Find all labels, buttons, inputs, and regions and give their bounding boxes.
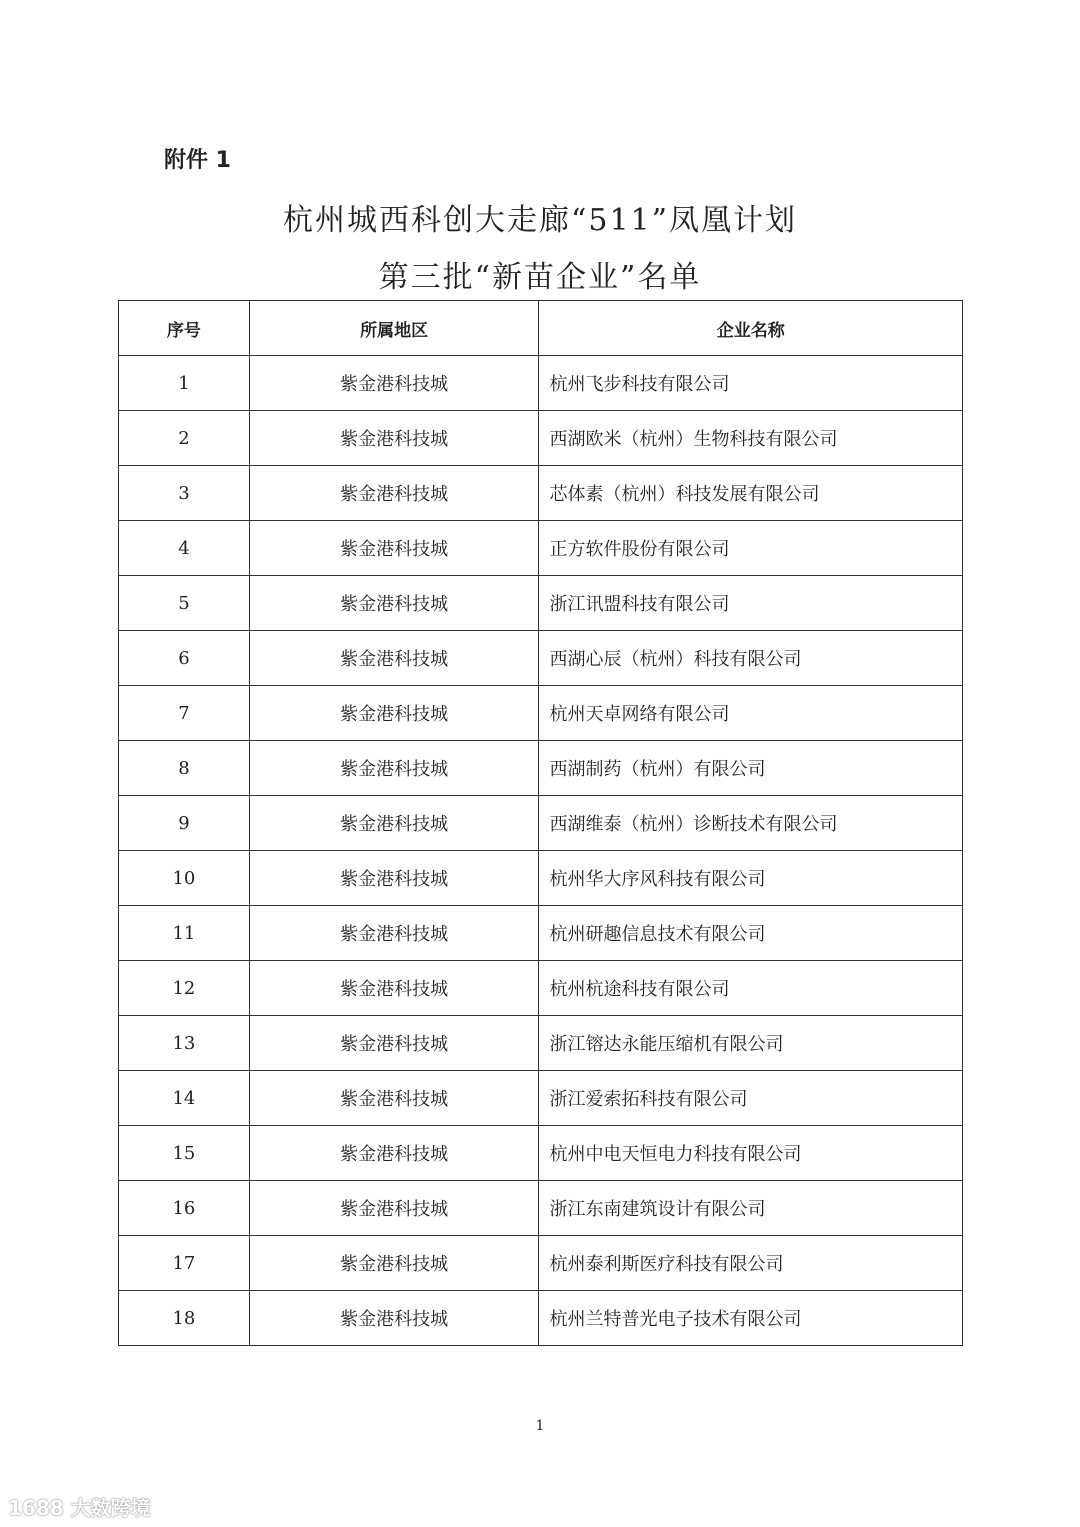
row-number: 15 [119,1126,250,1181]
table-row [119,686,963,741]
row-number: 14 [119,1071,250,1126]
table-row [119,741,963,796]
table-row [119,851,963,906]
document-title-line1: 杭州城西科创大走廊“511”凤凰计划 [283,203,797,238]
table-row [119,411,963,466]
row-company-name: 杭州中电天恒电力科技有限公司 [539,1126,963,1181]
row-area: 紫金港科技城 [249,466,539,521]
row-area: 紫金港科技城 [249,1126,539,1181]
table-row [119,906,963,961]
row-number: 17 [119,1236,250,1291]
row-company-name: 杭州兰特普光电子技术有限公司 [539,1291,963,1346]
row-company-name: 西湖心辰（杭州）科技有限公司 [539,631,963,686]
table-row [119,576,963,631]
row-area: 紫金港科技城 [249,1291,539,1346]
row-company-name: 西湖制药（杭州）有限公司 [539,741,963,796]
row-company-name: 杭州华大序风科技有限公司 [539,851,963,906]
table-row [119,1236,963,1291]
row-area: 紫金港科技城 [249,686,539,741]
row-company-name: 西湖欧米（杭州）生物科技有限公司 [539,411,963,466]
row-number: 12 [119,961,250,1016]
table-row [119,1181,963,1236]
table-row [119,466,963,521]
row-area: 紫金港科技城 [249,356,539,411]
row-number: 8 [119,741,250,796]
table-row [119,1016,963,1071]
document-title-line2: 第三批“新苗企业”名单 [378,260,702,295]
row-area: 紫金港科技城 [249,851,539,906]
table-row [119,1291,963,1346]
company-list-table [118,300,963,1346]
row-area: 紫金港科技城 [249,1016,539,1071]
row-number: 7 [119,686,250,741]
row-area: 紫金港科技城 [249,631,539,686]
row-number: 4 [119,521,250,576]
row-company-name: 杭州研趣信息技术有限公司 [539,906,963,961]
row-area: 紫金港科技城 [249,1236,539,1291]
header-number: 序号 [119,301,250,356]
row-area: 紫金港科技城 [249,411,539,466]
row-number: 13 [119,1016,250,1071]
table-row [119,796,963,851]
header-company-name: 企业名称 [539,301,963,356]
table-row [119,521,963,576]
row-number: 18 [119,1291,250,1346]
row-number: 3 [119,466,250,521]
row-company-name: 杭州飞步科技有限公司 [539,356,963,411]
row-company-name: 正方软件股份有限公司 [539,521,963,576]
table-row [119,1071,963,1126]
row-number: 16 [119,1181,250,1236]
row-area: 紫金港科技城 [249,1181,539,1236]
row-number: 9 [119,796,250,851]
table-row [119,631,963,686]
attachment-label: 附件 1 [164,148,231,173]
watermark-logo: 1688 大数跨境 [8,1496,151,1520]
row-number: 10 [119,851,250,906]
row-area: 紫金港科技城 [249,906,539,961]
row-company-name: 浙江讯盟科技有限公司 [539,576,963,631]
table-row [119,1126,963,1181]
row-area: 紫金港科技城 [249,961,539,1016]
table-row [119,961,963,1016]
row-company-name: 杭州天卓网络有限公司 [539,686,963,741]
row-company-name: 浙江镕达永能压缩机有限公司 [539,1016,963,1071]
row-company-name: 杭州泰利斯医疗科技有限公司 [539,1236,963,1291]
row-area: 紫金港科技城 [249,1071,539,1126]
row-company-name: 浙江爱索拓科技有限公司 [539,1071,963,1126]
row-number: 5 [119,576,250,631]
row-company-name: 芯体素（杭州）科技发展有限公司 [539,466,963,521]
row-area: 紫金港科技城 [249,796,539,851]
row-company-name: 西湖维泰（杭州）诊断技术有限公司 [539,796,963,851]
row-area: 紫金港科技城 [249,521,539,576]
header-area: 所属地区 [249,301,539,356]
row-area: 紫金港科技城 [249,741,539,796]
row-number: 6 [119,631,250,686]
row-company-name: 杭州杭途科技有限公司 [539,961,963,1016]
row-number: 11 [119,906,250,961]
row-company-name: 浙江东南建筑设计有限公司 [539,1181,963,1236]
row-number: 2 [119,411,250,466]
row-area: 紫金港科技城 [249,576,539,631]
table-header-row [119,301,963,356]
table-row [119,356,963,411]
row-number: 1 [119,356,250,411]
page-number: 1 [535,1418,545,1434]
